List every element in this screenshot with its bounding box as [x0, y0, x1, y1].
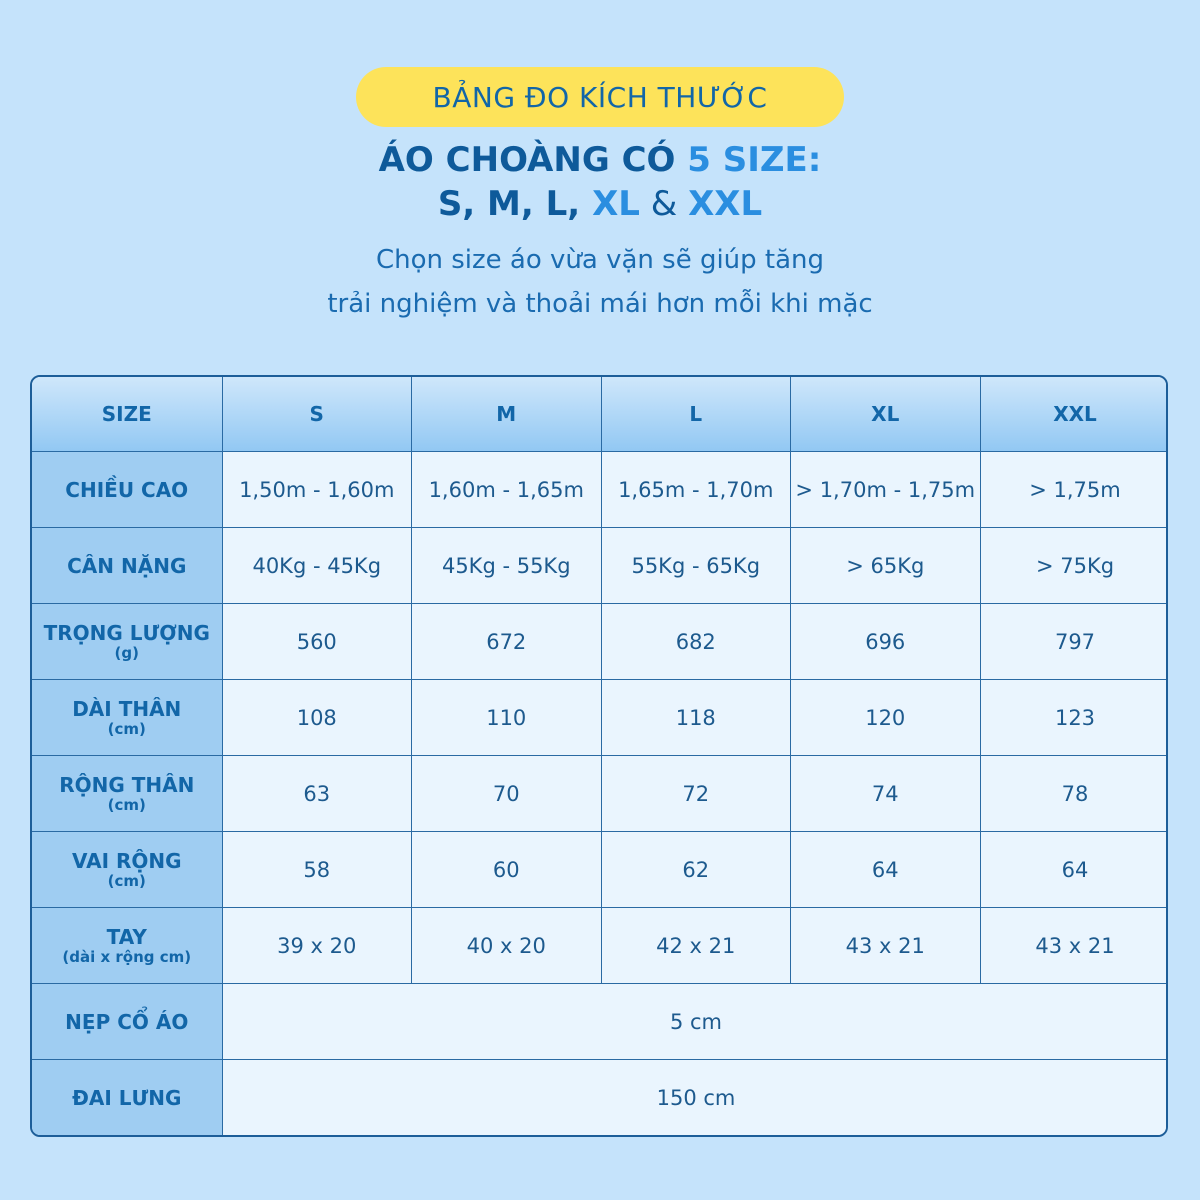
table-cell: 118 [601, 680, 791, 756]
row-label [32, 528, 222, 604]
table-cell: 62 [601, 832, 791, 908]
table-cell: 110 [412, 680, 602, 756]
table-cell: > 1,70m - 1,75m [791, 452, 981, 528]
table-row [32, 604, 1168, 680]
table-cell: 1,60m - 1,65m [412, 452, 602, 528]
table-cell: 43 x 21 [791, 908, 981, 984]
table-cell: 64 [980, 832, 1168, 908]
table-cell-merged: 5 cm [222, 984, 1168, 1060]
row-label-unit: (g) [114, 643, 139, 662]
table-cell: 43 x 21 [980, 908, 1168, 984]
table-cell-merged: 150 cm [222, 1060, 1168, 1136]
table-cell: 63 [222, 756, 412, 832]
header-cell-size: SIZE [32, 377, 222, 452]
row-label-unit: (cm) [107, 719, 146, 738]
row-label-text: TRỌNG LƯỢNG [43, 620, 210, 645]
row-label [32, 756, 222, 832]
table-row [32, 756, 1168, 832]
table-cell: 45Kg - 55Kg [412, 528, 602, 604]
table-cell: 78 [980, 756, 1168, 832]
header-cell-xxl: XXL [980, 377, 1168, 452]
row-label [32, 604, 222, 680]
header-cell-l: L [601, 377, 791, 452]
table-cell: 40Kg - 45Kg [222, 528, 412, 604]
subtitle-line-2: trải nghiệm và thoải mái hơn mỗi khi mặc [327, 289, 873, 319]
table-cell: 108 [222, 680, 412, 756]
row-label-text: CHIỀU CAO [65, 477, 189, 502]
title-size-xl: XL [592, 184, 640, 224]
row-label [32, 680, 222, 756]
size-chart-badge: BẢNG ĐO KÍCH THƯỚC [356, 67, 844, 127]
table-cell: 1,50m - 1,60m [222, 452, 412, 528]
row-label: NẸP CỔ ÁO [32, 984, 222, 1060]
row-label-text: TAY [106, 924, 147, 949]
table-row [32, 1060, 1168, 1136]
row-label-unit: (dài x rộng cm) [62, 947, 192, 966]
header-cell-xl: XL [791, 377, 981, 452]
title-sizes: S, M, L, [437, 184, 593, 224]
table-row [32, 832, 1168, 908]
table-cell: 42 x 21 [601, 908, 791, 984]
table-header-row [32, 377, 1168, 452]
header-cell-s: S [222, 377, 412, 452]
size-table [30, 375, 1168, 1137]
title-text: ÁO CHOÀNG CÓ [378, 140, 688, 180]
size-table-grid [32, 377, 1168, 1136]
title-ampersand: & [639, 184, 689, 224]
table-cell: > 75Kg [980, 528, 1168, 604]
page-title [0, 138, 1200, 226]
row-label-text: RỘNG THÂN [59, 772, 195, 797]
table-cell: > 1,75m [980, 452, 1168, 528]
table-cell: 560 [222, 604, 412, 680]
table-cell: 1,65m - 1,70m [601, 452, 791, 528]
table-cell: > 65Kg [791, 528, 981, 604]
row-label-unit: (cm) [107, 795, 146, 814]
table-cell: 120 [791, 680, 981, 756]
subtitle [0, 238, 1200, 326]
row-label: ĐAI LƯNG [32, 1060, 222, 1136]
table-row [32, 984, 1168, 1060]
row-label [32, 908, 222, 984]
row-label [32, 832, 222, 908]
table-row [32, 680, 1168, 756]
header-cell-m: M [412, 377, 602, 452]
table-row [32, 452, 1168, 528]
table-cell: 74 [791, 756, 981, 832]
table-cell: 60 [412, 832, 602, 908]
table-cell: 40 x 20 [412, 908, 602, 984]
row-label-text: DÀI THÂN [72, 696, 182, 721]
row-label-unit: (cm) [107, 871, 146, 890]
row-label [32, 452, 222, 528]
subtitle-line-1: Chọn size áo vừa vặn sẽ giúp tăng [375, 245, 825, 275]
table-cell: 797 [980, 604, 1168, 680]
title-line-2 [0, 182, 1200, 226]
table-cell: 70 [412, 756, 602, 832]
table-row [32, 528, 1168, 604]
table-cell: 682 [601, 604, 791, 680]
table-cell: 123 [980, 680, 1168, 756]
title-size-xxl: XXL [688, 184, 763, 224]
title-highlight: 5 SIZE: [687, 140, 822, 180]
row-label-text: CÂN NẶNG [67, 553, 187, 578]
table-cell: 672 [412, 604, 602, 680]
header [0, 0, 1200, 370]
table-cell: 39 x 20 [222, 908, 412, 984]
table-cell: 72 [601, 756, 791, 832]
table-cell: 64 [791, 832, 981, 908]
table-cell: 55Kg - 65Kg [601, 528, 791, 604]
row-label-text: VAI RỘNG [71, 848, 182, 873]
table-row [32, 908, 1168, 984]
table-cell: 696 [791, 604, 981, 680]
table-cell: 58 [222, 832, 412, 908]
title-line-1 [0, 138, 1200, 182]
